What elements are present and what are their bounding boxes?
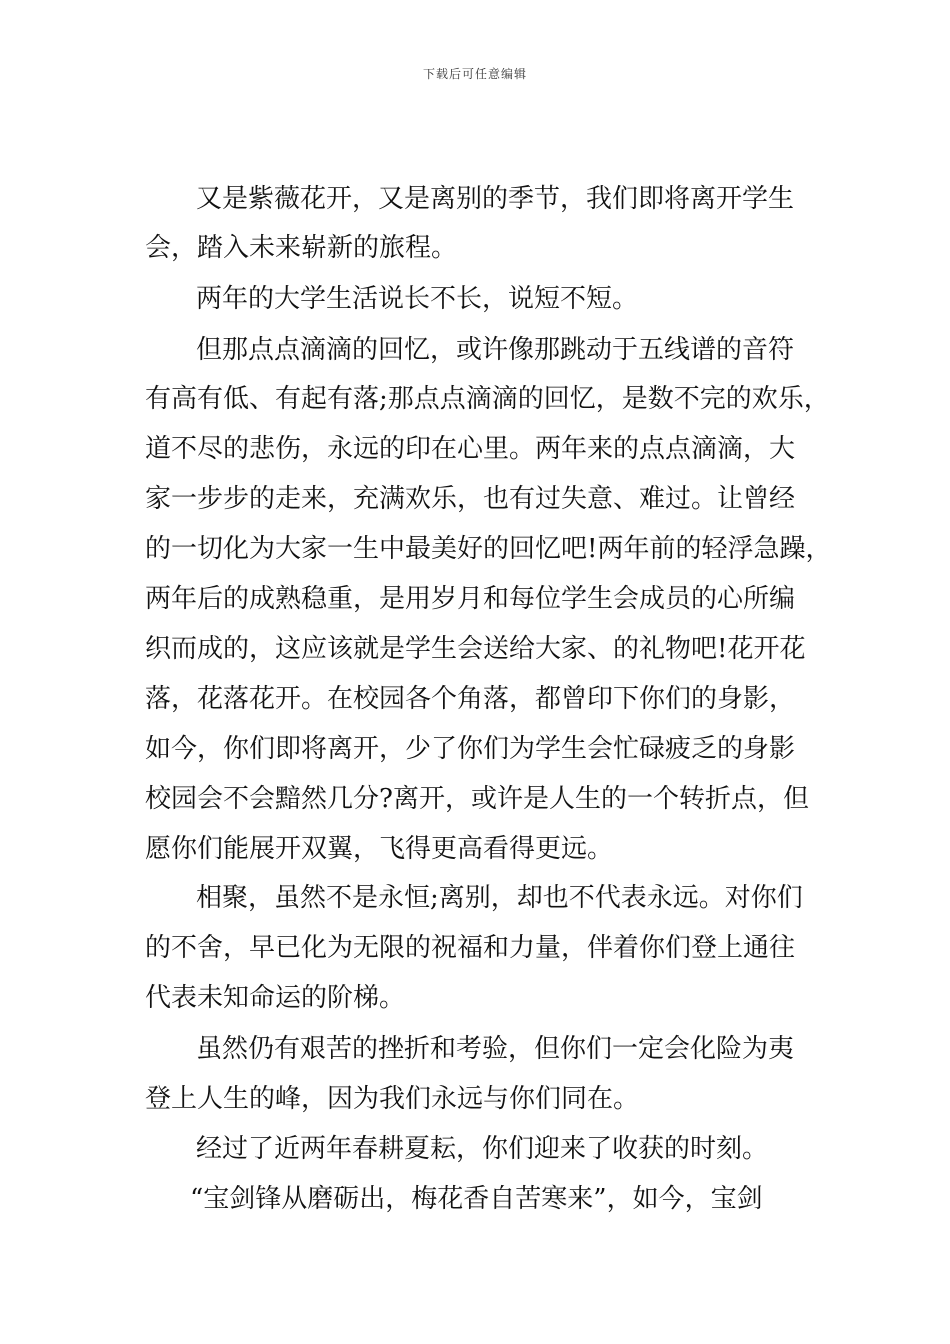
text-line: 的一切化为大家一生中最美好的回忆吧!两年前的轻浮急躁， bbox=[145, 534, 832, 564]
text-line: 代表未知命运的阶梯。 bbox=[145, 983, 406, 1013]
text-line: 两年后的成熟稳重，是用岁月和每位学生会成员的心所编 bbox=[145, 584, 796, 614]
text-line: 如今，你们即将离开，少了你们为学生会忙碌疲乏的身影 bbox=[145, 734, 796, 764]
text-line: 相聚，虽然不是永恒;离别，却也不代表永远。对你们 bbox=[196, 883, 803, 913]
text-line: 校园会不会黯然几分?离开，或许是人生的一个转折点，但 bbox=[145, 784, 809, 814]
header-note: 下载后可任意编辑 bbox=[422, 67, 527, 81]
text-line: 愿你们能展开双翼，飞得更高看得更远。 bbox=[145, 834, 614, 864]
text-line: 经过了近两年春耕夏耘，你们迎来了收获的时刻。 bbox=[196, 1134, 769, 1164]
text-line: “宝剑锋从磨砺出，梅花香自苦寒来”，如今，宝剑 bbox=[190, 1184, 763, 1214]
text-line: 织而成的，这应该就是学生会送给大家、的礼物吧!花开花 bbox=[145, 634, 806, 664]
text-line: 落，花落花开。在校园各个角落，都曾印下你们的身影， bbox=[145, 684, 796, 714]
text-line: 有高有低、有起有落;那点点滴滴的回忆，是数不完的欢乐， bbox=[145, 384, 830, 414]
text-line: 两年的大学生活说长不长，说短不短。 bbox=[196, 284, 639, 314]
text-line: 会，踏入未来崭新的旅程。 bbox=[145, 233, 458, 263]
text-line: 的不舍，早已化为无限的祝福和力量，伴着你们登上通往 bbox=[145, 933, 796, 963]
text-line: 又是紫薇花开，又是离别的季节，我们即将离开学生 bbox=[196, 184, 795, 214]
text-line: 登上人生的峰，因为我们永远与你们同在。 bbox=[145, 1084, 640, 1114]
text-line: 但那点点滴滴的回忆，或许像那跳动于五线谱的音符 bbox=[196, 335, 795, 365]
text-line: 道不尽的悲伤，永远的印在心里。两年来的点点滴滴，大 bbox=[145, 434, 796, 464]
text-line: 虽然仍有艰苦的挫折和考验，但你们一定会化险为夷 bbox=[196, 1034, 795, 1064]
text-line: 家一步步的走来，充满欢乐，也有过失意、难过。让曾经 bbox=[145, 484, 796, 514]
